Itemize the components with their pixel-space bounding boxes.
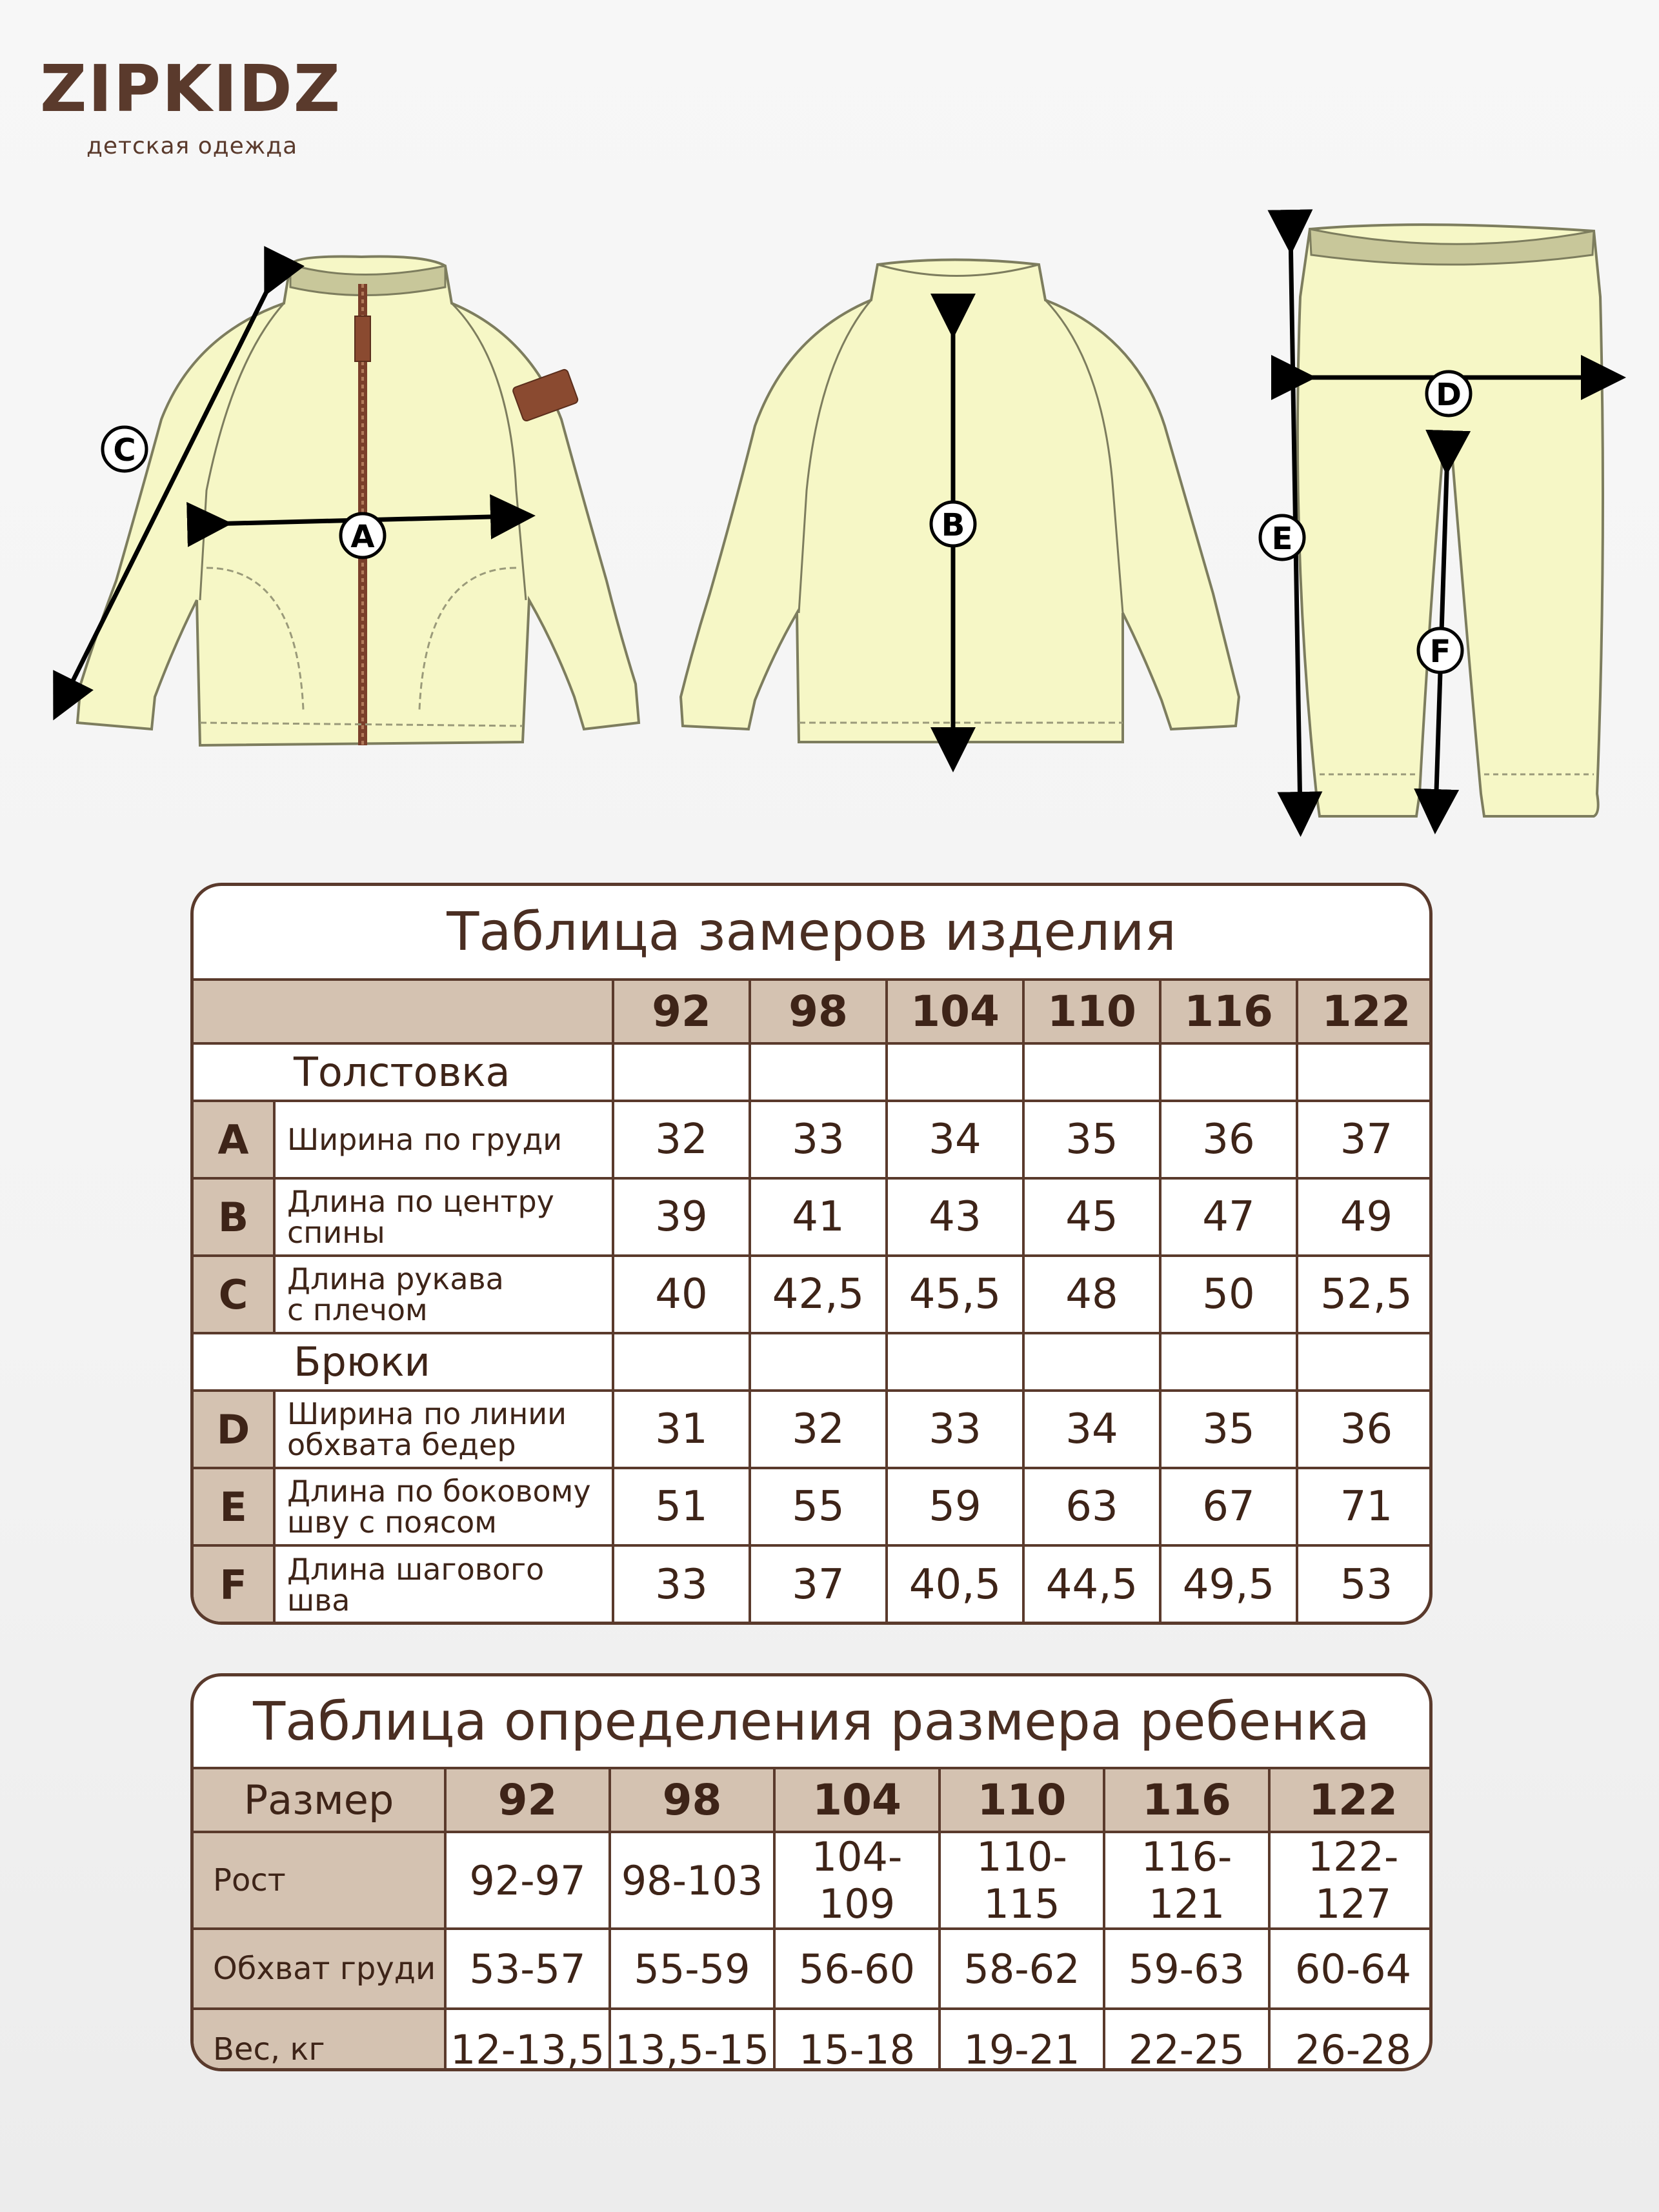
section-row [194, 1333, 1433, 1391]
size-grid [194, 1769, 1433, 2071]
jacket-illustration [63, 257, 639, 746]
size-header-cell: 110 [1023, 981, 1160, 1043]
size-header-cell: 104 [887, 981, 1023, 1043]
measurement-value: 39 [613, 1178, 750, 1256]
measurement-value: 32 [750, 1391, 887, 1468]
size-table-title: Таблица определения размера ребенка [194, 1676, 1429, 1769]
measurement-value: 33 [750, 1101, 887, 1178]
size-header-cell: 122 [1269, 1769, 1433, 1832]
measurement-value: 42,5 [750, 1256, 887, 1333]
measurement-value: 35 [1023, 1101, 1160, 1178]
garment-illustrations [0, 0, 1659, 839]
measurement-value: 33 [887, 1391, 1023, 1468]
measurement-code: A [194, 1101, 274, 1178]
marker-b-label: B [941, 507, 965, 543]
measurement-label-line: Длина шагового [287, 1552, 545, 1587]
size-value: 56-60 [774, 1929, 940, 2009]
measurement-value: 34 [1023, 1391, 1160, 1468]
size-header-row [194, 1769, 1433, 1832]
size-header-label: Размер [194, 1769, 445, 1832]
measurements-table [190, 883, 1433, 1625]
measurement-value: 31 [613, 1391, 750, 1468]
measurement-value: 36 [1160, 1101, 1297, 1178]
measurement-value: 45,5 [887, 1256, 1023, 1333]
size-value: 53-57 [445, 1929, 610, 2009]
size-row [194, 2009, 1433, 2071]
measurements-table-title: Таблица замеров изделия [194, 886, 1429, 981]
measurement-row [194, 1101, 1433, 1178]
measurements-grid [194, 981, 1433, 1623]
measurement-label-line: Длина рукава [287, 1262, 504, 1296]
size-table [190, 1673, 1433, 2071]
section-empty-cell [613, 1043, 750, 1101]
measurement-code: B [194, 1178, 274, 1256]
measurement-label-line: Ширина по линии [287, 1396, 567, 1431]
size-row [194, 1832, 1433, 1929]
size-value: 92-97 [445, 1832, 610, 1929]
size-value: 110-115 [940, 1832, 1104, 1929]
measurement-value: 52,5 [1297, 1256, 1433, 1333]
marker-e [1260, 516, 1304, 559]
measurement-label-line: Ширина по груди [287, 1122, 563, 1157]
measurement-code: F [194, 1545, 274, 1623]
marker-d-label: D [1436, 377, 1462, 413]
measurement-label-line: шву с поясом [287, 1505, 497, 1540]
measurement-value: 55 [750, 1468, 887, 1545]
section-empty-cell [887, 1333, 1023, 1391]
size-value: 22-25 [1104, 2009, 1269, 2071]
section-empty-cell [750, 1333, 887, 1391]
measurement-value: 35 [1160, 1391, 1297, 1468]
measurement-row [194, 1391, 1433, 1468]
size-header-cell: 110 [940, 1769, 1104, 1832]
size-header-cell: 92 [613, 981, 750, 1043]
size-header-cell: 116 [1160, 981, 1297, 1043]
size-value: 55-59 [610, 1929, 774, 2009]
measurement-value: 71 [1297, 1468, 1433, 1545]
size-value: 13,5-15 [610, 2009, 774, 2071]
measurement-label-line: с плечом [287, 1292, 428, 1327]
measurement-label-line: Длина по боковому [287, 1474, 591, 1509]
measurement-row [194, 1178, 1433, 1256]
pants-illustration [1291, 225, 1604, 816]
measurement-value: 49 [1297, 1178, 1433, 1256]
measurement-row [194, 1468, 1433, 1545]
size-row-label: Рост [194, 1832, 445, 1929]
size-value: 26-28 [1269, 2009, 1433, 2071]
marker-e-label: E [1271, 521, 1293, 557]
brand-name: ZIPKIDZ [40, 51, 342, 126]
size-value: 19-21 [940, 2009, 1104, 2071]
section-empty-cell [1023, 1333, 1160, 1391]
size-value: 104-109 [774, 1832, 940, 1929]
measurement-value: 32 [613, 1101, 750, 1178]
measurements-header-row [194, 981, 1433, 1043]
measurement-value: 40 [613, 1256, 750, 1333]
measurement-value: 40,5 [887, 1545, 1023, 1623]
size-value: 122-127 [1269, 1832, 1433, 1929]
marker-f [1418, 628, 1462, 672]
marker-a-label: A [350, 519, 375, 555]
size-header-cell: 92 [445, 1769, 610, 1832]
section-title: Толстовка [194, 1043, 613, 1101]
size-value: 98-103 [610, 1832, 774, 1929]
measurement-value: 53 [1297, 1545, 1433, 1623]
measurement-value: 63 [1023, 1468, 1160, 1545]
size-header-cell: 98 [610, 1769, 774, 1832]
measurement-label [274, 1545, 613, 1623]
measurement-value: 44,5 [1023, 1545, 1160, 1623]
section-empty-cell [1023, 1043, 1160, 1101]
measurement-value: 37 [1297, 1101, 1433, 1178]
size-value: 116-121 [1104, 1832, 1269, 1929]
size-value: 59-63 [1104, 1929, 1269, 2009]
measurement-value: 59 [887, 1468, 1023, 1545]
measurement-value: 34 [887, 1101, 1023, 1178]
marker-d [1427, 372, 1471, 416]
size-header-cell: 116 [1104, 1769, 1269, 1832]
measurement-label [274, 1256, 613, 1333]
measurement-row [194, 1545, 1433, 1623]
marker-c-label: C [113, 432, 136, 468]
size-header-cell: 122 [1297, 981, 1433, 1043]
section-empty-cell [1297, 1043, 1433, 1101]
size-value: 12-13,5 [445, 2009, 610, 2071]
measurement-code: E [194, 1468, 274, 1545]
header-blank-cell [194, 981, 613, 1043]
size-value: 60-64 [1269, 1929, 1433, 2009]
measurement-label-line: шва [287, 1583, 350, 1618]
section-empty-cell [613, 1333, 750, 1391]
marker-c [103, 427, 146, 471]
section-empty-cell [750, 1043, 887, 1101]
measurement-value: 47 [1160, 1178, 1297, 1256]
size-row-label: Вес, кг [194, 2009, 445, 2071]
marker-b [931, 502, 975, 546]
measurement-label-line: спины [287, 1215, 385, 1250]
measurement-label [274, 1101, 613, 1178]
measurement-value: 41 [750, 1178, 887, 1256]
section-empty-cell [1297, 1333, 1433, 1391]
measurement-value: 48 [1023, 1256, 1160, 1333]
measurement-code: D [194, 1391, 274, 1468]
measurement-value: 51 [613, 1468, 750, 1545]
section-empty-cell [1160, 1043, 1297, 1101]
size-value: 15-18 [774, 2009, 940, 2071]
size-value: 58-62 [940, 1929, 1104, 2009]
measurement-code: C [194, 1256, 274, 1333]
measurement-value: 50 [1160, 1256, 1297, 1333]
section-row [194, 1043, 1433, 1101]
measurement-value: 45 [1023, 1178, 1160, 1256]
marker-f-label: F [1429, 634, 1451, 670]
measurement-value: 67 [1160, 1468, 1297, 1545]
size-row-label: Обхват груди [194, 1929, 445, 2009]
section-empty-cell [887, 1043, 1023, 1101]
measurement-value: 33 [613, 1545, 750, 1623]
size-header-cell: 98 [750, 981, 887, 1043]
brand-tagline: детская одежда [86, 133, 298, 159]
measurement-value: 37 [750, 1545, 887, 1623]
measurement-value: 49,5 [1160, 1545, 1297, 1623]
measurement-label-line: обхвата бедер [287, 1427, 516, 1462]
measurement-value: 43 [887, 1178, 1023, 1256]
measurement-label [274, 1468, 613, 1545]
size-row [194, 1929, 1433, 2009]
measurement-value: 36 [1297, 1391, 1433, 1468]
marker-a [341, 514, 385, 558]
section-empty-cell [1160, 1333, 1297, 1391]
size-header-cell: 104 [774, 1769, 940, 1832]
measurement-label-line: Длина по центру [287, 1184, 554, 1219]
measurement-label [274, 1391, 613, 1468]
section-title: Брюки [194, 1333, 613, 1391]
measurement-row [194, 1256, 1433, 1333]
measurement-label [274, 1178, 613, 1256]
